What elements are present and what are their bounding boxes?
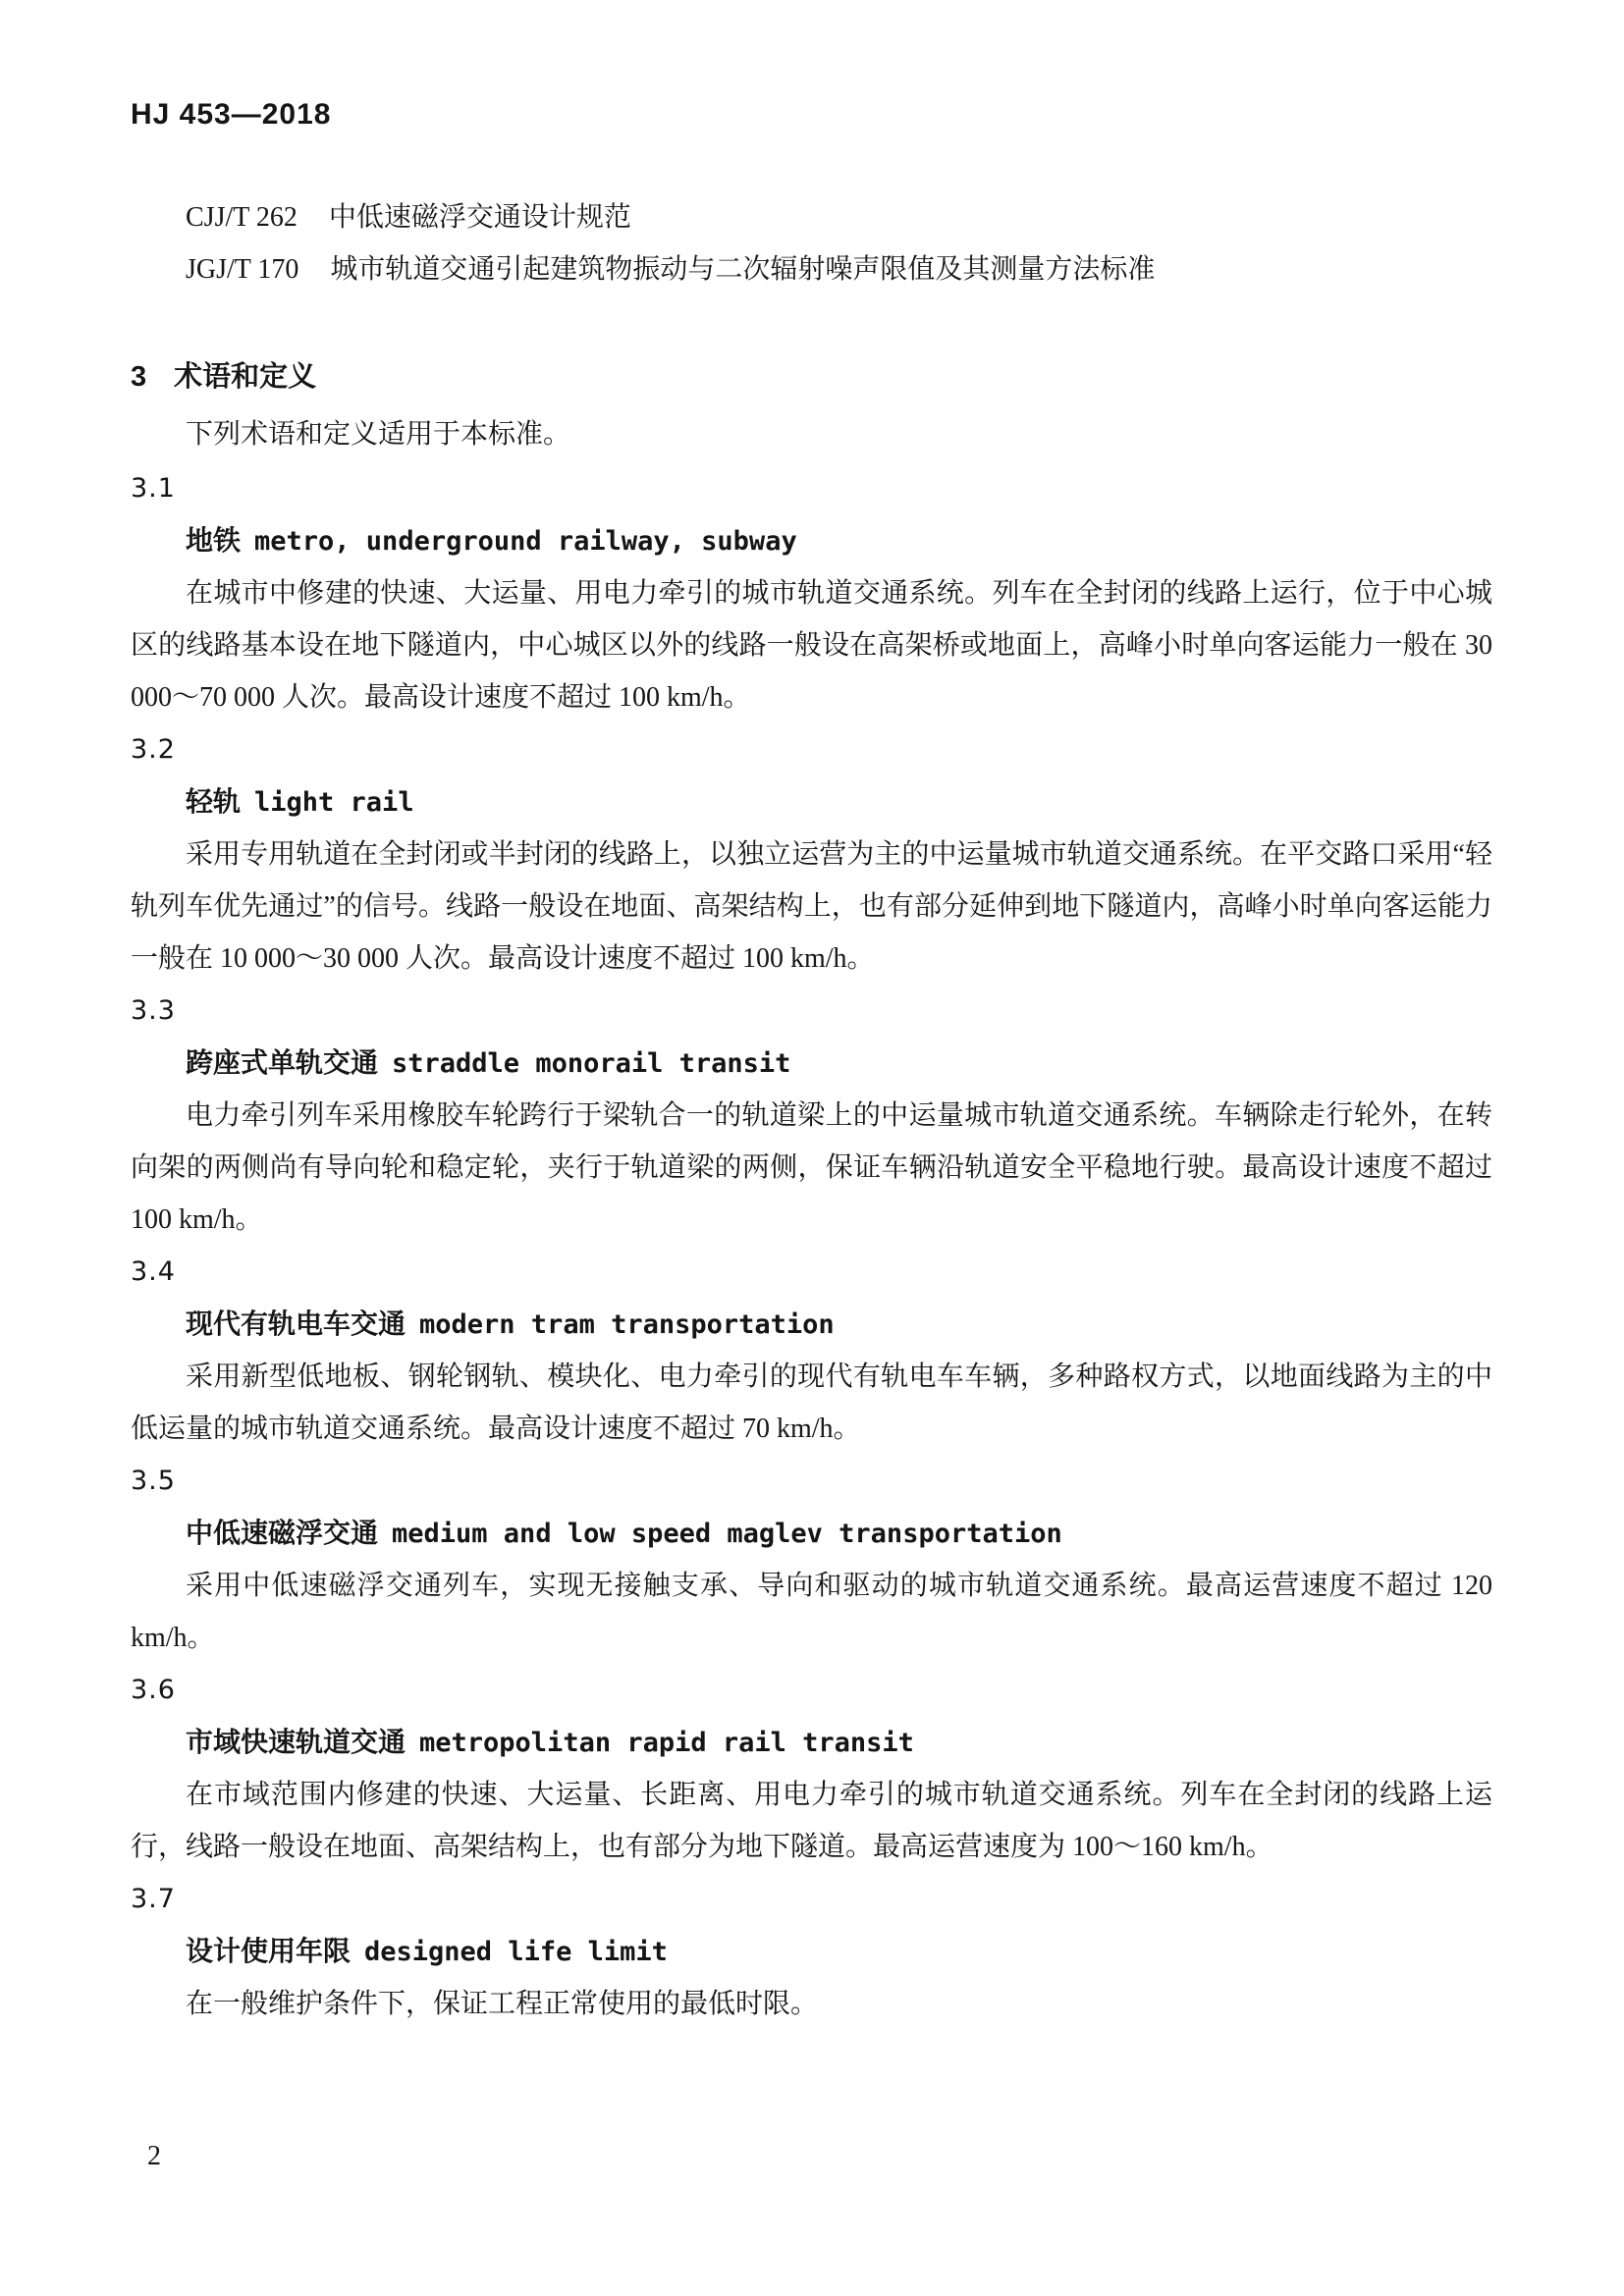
term-block bbox=[131, 1873, 1492, 2030]
normative-references bbox=[131, 191, 1492, 295]
term-name-en: medium and low speed maglev transportation bbox=[392, 1519, 1062, 1549]
term-definition: 采用新型低地板、钢轮钢轨、模块化、电力牵引的现代有轨电车车辆，多种路权方式，以地面线路为主的中低运量的城市轨道交通系统。最高设计速度不超过 70 km/h。 bbox=[131, 1362, 1492, 1444]
term-number: 3.4 bbox=[131, 1256, 176, 1287]
term-title bbox=[131, 1298, 1492, 1351]
reference-title: 中低速磁浮交通设计规范 bbox=[328, 202, 631, 233]
term-title bbox=[131, 1037, 1492, 1090]
reference-item bbox=[131, 191, 1492, 243]
term-title bbox=[131, 1925, 1492, 1978]
term-block bbox=[131, 1664, 1492, 1873]
section-title: 术语和定义 bbox=[174, 361, 317, 393]
term-definition: 电力牵引列车采用橡胶车轮跨行于梁轨合一的轨道梁上的中运量城市轨道交通系统。车辆除走行轮外，在转向架的两侧尚有导向轮和稳定轮，夹行于轨道梁的两侧，保证车辆沿轨道安全平稳地行驶。最高设计速度不超过 100 km/h。 bbox=[131, 1100, 1492, 1235]
term-number: 3.5 bbox=[131, 1466, 176, 1496]
term-name-zh: 地铁 bbox=[186, 525, 242, 556]
term-title bbox=[131, 1507, 1492, 1560]
term-block bbox=[131, 462, 1492, 723]
term-name-zh: 现代有轨电车交通 bbox=[186, 1308, 406, 1339]
reference-code: CJJ/T 262 bbox=[186, 202, 298, 233]
term-number: 3.3 bbox=[131, 995, 176, 1026]
term-number: 3.2 bbox=[131, 734, 176, 765]
term-name-zh: 设计使用年限 bbox=[186, 1936, 352, 1966]
reference-title: 城市轨道交通引起建筑物振动与二次辐射噪声限值及其测量方法标准 bbox=[330, 254, 1156, 285]
reference-item bbox=[131, 243, 1492, 295]
term-name-zh: 跨座式单轨交通 bbox=[186, 1047, 379, 1078]
term-block bbox=[131, 1246, 1492, 1455]
term-number: 3.7 bbox=[131, 1884, 176, 1914]
reference-code: JGJ/T 170 bbox=[186, 254, 299, 285]
page-number: 2 bbox=[147, 2141, 161, 2171]
term-name-zh: 中低速磁浮交通 bbox=[186, 1518, 379, 1548]
term-name-en: straddle monorail transit bbox=[392, 1048, 791, 1079]
standard-code-header: HJ 453—2018 bbox=[131, 98, 332, 131]
term-title bbox=[131, 514, 1492, 567]
section-heading bbox=[131, 347, 1492, 407]
section-number: 3 bbox=[131, 361, 147, 393]
term-definition: 在市域范围内修建的快速、大运量、长距离、用电力牵引的城市轨道交通系统。列车在全封闭的线路上运行，线路一般设在地面、高架结构上，也有部分为地下隧道。最高运营速度为 100～160 km/h。 bbox=[131, 1780, 1492, 1862]
term-block bbox=[131, 985, 1492, 1246]
term-name-en: designed life limit bbox=[364, 1937, 668, 1967]
term-block bbox=[131, 723, 1492, 985]
term-name-en: modern tram transportation bbox=[419, 1309, 835, 1340]
term-title bbox=[131, 1716, 1492, 1769]
term-name-en: metro, underground railway, subway bbox=[254, 526, 797, 557]
term-block bbox=[131, 1455, 1492, 1664]
term-number: 3.1 bbox=[131, 473, 176, 504]
term-definition: 采用专用轨道在全封闭或半封闭的线路上，以独立运营为主的中运量城市轨道交通系统。在平交路口采用“轻轨列车优先通过”的信号。线路一般设在地面、高架结构上，也有部分延伸到地下隧道内，高峰小时单向客运能力一般在 10 000～30 000 人次。最高设计速度不超过 100 km/h。 bbox=[131, 839, 1492, 974]
term-name-zh: 轻轨 bbox=[186, 786, 242, 817]
term-name-en: light rail bbox=[254, 787, 414, 818]
section-intro: 下列术语和定义适用于本标准。 bbox=[186, 419, 571, 450]
term-name-zh: 市域快速轨道交通 bbox=[186, 1727, 406, 1757]
term-definition: 采用中低速磁浮交通列车，实现无接触支承、导向和驱动的城市轨道交通系统。最高运营速度不超过 120 km/h。 bbox=[131, 1571, 1492, 1653]
term-number: 3.6 bbox=[131, 1675, 176, 1705]
term-name-en: metropolitan rapid rail transit bbox=[419, 1728, 914, 1758]
term-title bbox=[131, 775, 1492, 828]
term-definition: 在一般维护条件下，保证工程正常使用的最低时限。 bbox=[186, 1989, 819, 2019]
term-definition: 在城市中修建的快速、大运量、用电力牵引的城市轨道交通系统。列车在全封闭的线路上运行，位于中心城区的线路基本设在地下隧道内，中心城区以外的线路一般设在高架桥或地面上，高峰小时单向客运能力一般在 30 000～70 000 人次。最高设计速度不超过 100 km/h。 bbox=[131, 578, 1492, 713]
